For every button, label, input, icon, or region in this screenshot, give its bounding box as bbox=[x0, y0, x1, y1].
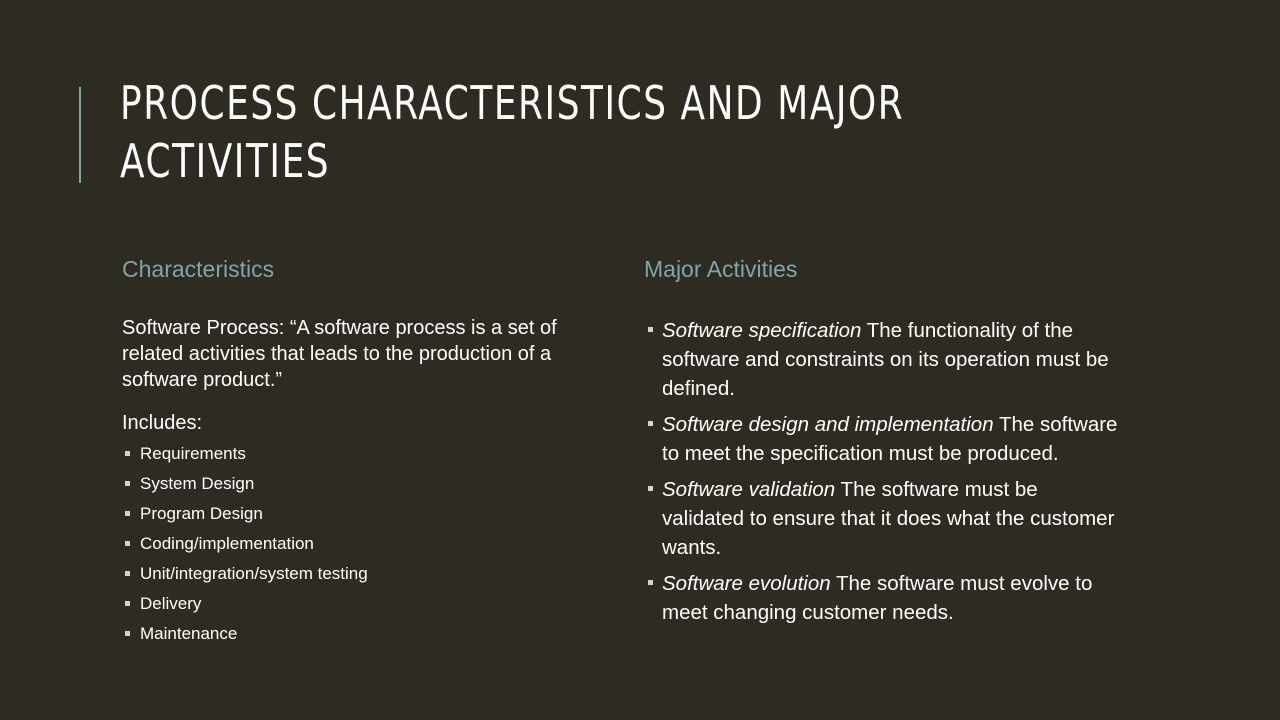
activity-item bbox=[644, 410, 1120, 468]
includes-list bbox=[122, 439, 592, 649]
activity-description: The software to meet the specification must be produced. bbox=[662, 413, 1118, 465]
title-accent-bar bbox=[79, 87, 81, 183]
major-activities-heading: Major Activities bbox=[644, 256, 798, 282]
list-item-text: Coding/implementation bbox=[140, 534, 314, 553]
activity-description: The software must evolve to meet changing customer needs. bbox=[662, 572, 1093, 624]
list-item bbox=[122, 589, 592, 619]
square-bullet-icon bbox=[648, 327, 653, 332]
list-item-text: Delivery bbox=[140, 594, 202, 613]
activity-description: The software must be validated to ensure that it does what the customer wants. bbox=[662, 478, 1115, 559]
software-process-definition: Software Process: “A software process is a set of related activities that leads to the production of a software product.” bbox=[122, 317, 557, 391]
list-item-text: Unit/integration/system testing bbox=[140, 564, 368, 583]
square-bullet-icon bbox=[648, 421, 653, 426]
list-item bbox=[122, 439, 592, 469]
activity-term: Software design and implementation bbox=[662, 413, 994, 436]
includes-label: Includes: bbox=[122, 412, 203, 434]
characteristics-column bbox=[122, 315, 592, 649]
square-bullet-icon bbox=[125, 601, 130, 606]
slide-title: PROCESS CHARACTERISTICS AND MAJOR ACTIVITIES bbox=[120, 76, 905, 188]
major-activities-column bbox=[644, 316, 1120, 634]
square-bullet-icon bbox=[125, 451, 130, 456]
list-item bbox=[122, 499, 592, 529]
activity-item bbox=[644, 316, 1120, 403]
activity-item bbox=[644, 475, 1120, 562]
square-bullet-icon bbox=[648, 486, 653, 491]
list-item bbox=[122, 469, 592, 499]
list-item bbox=[122, 529, 592, 559]
activity-term: Software specification bbox=[662, 319, 862, 342]
list-item bbox=[122, 559, 592, 589]
square-bullet-icon bbox=[125, 511, 130, 516]
square-bullet-icon bbox=[125, 481, 130, 486]
activities-list bbox=[644, 316, 1120, 627]
list-item-text: Program Design bbox=[140, 504, 263, 523]
list-item-text: System Design bbox=[140, 474, 255, 493]
characteristics-heading: Characteristics bbox=[122, 256, 275, 282]
square-bullet-icon bbox=[125, 541, 130, 546]
activity-term: Software evolution bbox=[662, 572, 831, 595]
activity-description: The functionality of the software and constraints on its operation must be defined. bbox=[662, 319, 1109, 400]
activity-term: Software validation bbox=[662, 478, 836, 501]
square-bullet-icon bbox=[648, 580, 653, 585]
list-item-text: Maintenance bbox=[140, 624, 238, 643]
square-bullet-icon bbox=[125, 571, 130, 576]
list-item bbox=[122, 619, 592, 649]
list-item-text: Requirements bbox=[140, 444, 246, 463]
activity-item bbox=[644, 569, 1120, 627]
square-bullet-icon bbox=[125, 631, 130, 636]
